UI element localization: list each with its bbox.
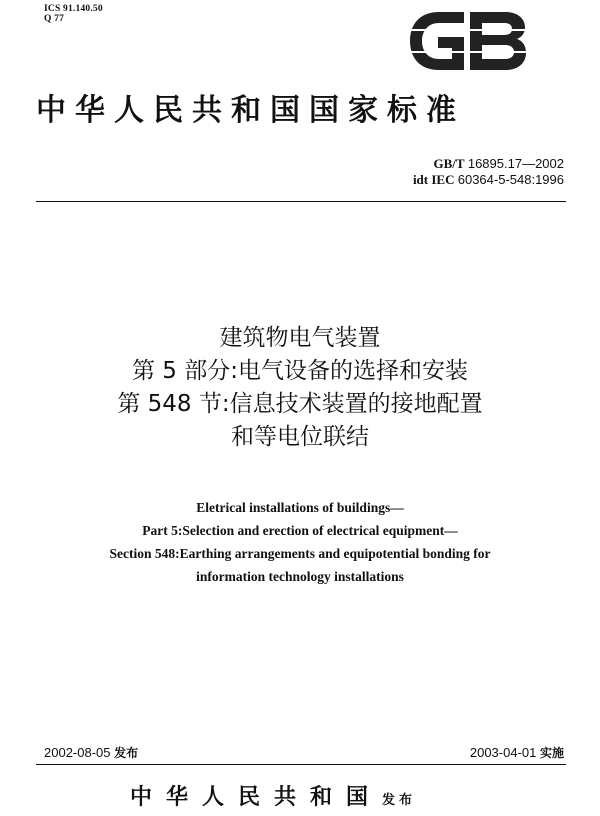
publisher-name: 中华人民共和国: [130, 784, 383, 810]
publisher-tail: 发布: [382, 793, 417, 808]
chinese-title: [0, 322, 600, 454]
idt-number: 60364-5-548:1996: [457, 172, 564, 187]
publisher: [130, 782, 416, 816]
english-title: [0, 496, 600, 588]
bottom-divider: [36, 764, 566, 765]
zh-title-line-2: 第 5 部分:电气设备的选择和安装: [131, 358, 468, 384]
issue-date: [44, 745, 138, 761]
ics-code: ICS 91.140.50: [44, 4, 103, 14]
gb-logo-icon: [408, 10, 528, 72]
std-number: 16895.17—2002: [467, 156, 564, 171]
en-title-line-1: Eletrical installations of buildings—: [196, 500, 404, 515]
zh-title-line-1: 建筑物电气装置: [219, 325, 381, 351]
issue-date-value: 2002-08-05: [44, 745, 111, 760]
zh-title-line-3: 第 548 节:信息技术装置的接地配置: [117, 391, 483, 417]
impl-date-value: 2003-04-01: [469, 745, 537, 760]
issue-label: 发布: [114, 746, 139, 760]
ccs-code: Q 77: [44, 14, 65, 24]
en-title-line-3: Section 548:Earthing arrangements and equipotential bonding for: [109, 546, 491, 561]
classification-codes: [44, 4, 103, 24]
standard-number: [413, 156, 564, 188]
org-title: 中华人民共和国国家标准: [36, 93, 465, 128]
idt-prefix: idt IEC: [412, 172, 455, 187]
en-title-line-4: information technology installations: [196, 569, 404, 584]
en-title-line-2: Part 5:Selection and erection of electrical equipment—: [142, 523, 458, 538]
implementation-date: [470, 745, 564, 761]
zh-title-line-4: 和等电位联结: [231, 424, 369, 450]
std-prefix: GB/T: [433, 156, 465, 171]
impl-label: 实施: [539, 746, 564, 760]
top-divider: [36, 201, 566, 202]
